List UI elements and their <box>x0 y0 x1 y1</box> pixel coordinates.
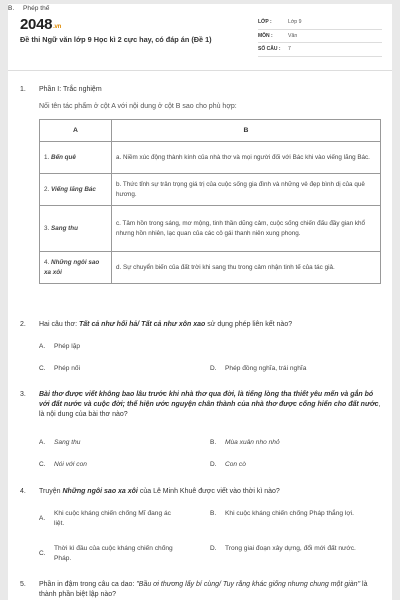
question-text: Phần I: Trắc nghiệm <box>39 86 102 93</box>
column-header: A <box>40 120 112 142</box>
option-a[interactable] <box>39 342 184 352</box>
option-c[interactable] <box>39 460 184 470</box>
cell-a <box>40 206 112 252</box>
cell-a <box>40 142 112 174</box>
question-text-post: sử dụng phép liên kết nào? <box>205 321 293 328</box>
question-quote: Những ngôi sao xa xôi <box>62 488 138 495</box>
row-number: 2. <box>44 185 50 193</box>
option-letter: A. <box>39 514 46 522</box>
question-text-pre: Phần in đậm trong câu ca dao: <box>39 581 137 588</box>
question-text <box>39 320 381 330</box>
question-4 <box>20 487 385 499</box>
question-text-post: của Lê Minh Khuê được viết vào thời kì nào? <box>137 488 280 495</box>
cell-b: b. Thức tỉnh sự trân trọng giá trị của cuộc sống gia đình và những vẻ đẹp bình dị của quê hương. <box>112 174 381 206</box>
cell-b: d. Sự chuyển biến của đất trời khi sang thu trong cảm nhận tinh tế của tác giả. <box>112 252 381 284</box>
option-letter: C. <box>39 365 46 372</box>
work-title: Sang thu <box>51 224 78 232</box>
row-number: 4. <box>44 259 50 267</box>
question-number: 3. <box>20 391 26 398</box>
column-header: B <box>112 120 381 142</box>
meta-value: Văn <box>288 32 298 39</box>
option-text: Phép thế <box>23 5 50 12</box>
meta-key: LỚP : <box>258 19 272 26</box>
table-row <box>40 252 381 284</box>
table-header-row <box>40 120 381 142</box>
option-text: Mùa xuân nho nhỏ <box>225 439 280 446</box>
meta-key: MÔN : <box>258 32 273 39</box>
cell-b: c. Tâm hồn trong sáng, mơ mộng, tinh thần dũng cảm, cuộc sống chiến đấu đầy gian khổ nhưng hồn nhiên, lạc quan của các cô gái thanh niên xung phong. <box>112 206 381 252</box>
option-text: Phép đồng nghĩa, trái nghĩa <box>225 365 307 372</box>
option-b[interactable] <box>8 4 153 14</box>
instruction-text: Nối tên tác phẩm ở cột A với nội dung ở cột B sao cho phù hợp: <box>39 103 237 110</box>
meta-value: Lớp 9 <box>288 19 302 26</box>
document-header <box>8 4 392 68</box>
cell-a <box>40 174 112 206</box>
question-quote: Tất cả như hối hả/ Tất cả như xôn xao <box>79 321 206 328</box>
question-number: 2. <box>20 321 26 328</box>
logo-suffix: .vn <box>53 24 61 30</box>
option-letter: B. <box>8 5 15 12</box>
logo-text: 2048 <box>20 16 53 33</box>
option-b[interactable] <box>210 438 355 448</box>
option-letter: D. <box>210 461 217 468</box>
question-text-pre: Hai câu thơ: <box>39 321 79 328</box>
option-b[interactable] <box>210 509 360 519</box>
question-text <box>39 390 381 420</box>
question-quote: Bài thơ được viết không bao lâu trước khi nhà thơ qua đời, là tiếng lòng tha thiết yêu mến và gắn bó với đất nước và cuộc đời; thể hiện ước nguyện chân thành của nhà thơ được cống hiến cho đất nước <box>39 391 379 409</box>
question-text-post: , là nội dung của bài thơ nào? <box>39 401 381 419</box>
option-c[interactable] <box>39 544 179 563</box>
meta-value: 7 <box>288 46 291 53</box>
work-title: Bến quê <box>51 153 76 161</box>
question-text <box>39 580 381 600</box>
option-d[interactable] <box>210 364 355 374</box>
option-text: Sang thu <box>54 439 81 446</box>
question-quote: "Bầu ơi thương lấy bí cùng/ Tuy rằng khác giống nhưng chung một giàn" <box>136 581 361 588</box>
page-title: Đề thi Ngữ văn lớp 9 Học kì 2 cực hay, có đáp án (Đề 1) <box>20 35 212 44</box>
option-text: Khi cuộc kháng chiến chống Pháp thắng lợi. <box>225 510 354 517</box>
question-text-pre: Truyện <box>39 488 63 495</box>
site-logo[interactable] <box>20 16 61 33</box>
row-number: 1. <box>44 153 50 161</box>
table-row <box>40 206 381 252</box>
option-text: Nói với con <box>54 461 87 468</box>
option-d[interactable] <box>210 460 355 470</box>
question-1 <box>20 85 380 97</box>
question-5 <box>20 580 385 600</box>
option-letter: B. <box>210 510 217 518</box>
header-divider <box>8 70 392 71</box>
option-text: Thời kì đầu của cuộc kháng chiến chống Pháp. <box>54 545 173 562</box>
question-text-post: là thành phần biệt lập nào? <box>39 581 368 599</box>
option-letter: A. <box>39 439 46 446</box>
meta-row-count <box>258 43 382 57</box>
option-text: Phép nối <box>54 365 81 372</box>
question-number: 4. <box>20 488 26 495</box>
work-title: Những ngôi sao xa xôi <box>44 259 100 276</box>
cell-b: a. Niềm xúc động thành kính của nhà thơ và mọi người đối với Bác khi vào viếng lăng Bác. <box>112 142 381 174</box>
row-number: 3. <box>44 224 50 232</box>
option-a[interactable] <box>39 438 184 448</box>
meta-row-class <box>258 16 382 30</box>
option-letter: A. <box>39 343 46 350</box>
question-number: 5. <box>20 581 26 588</box>
question-text <box>39 487 381 497</box>
work-title: Viếng lăng Bác <box>51 185 96 193</box>
option-letter: B. <box>210 439 217 446</box>
option-c[interactable] <box>39 364 184 374</box>
meta-row-subject <box>258 30 382 44</box>
meta-key: SỐ CÂU : <box>258 46 281 53</box>
option-text: Con cò <box>225 461 246 468</box>
option-text: Phép lặp <box>54 343 81 350</box>
matching-table <box>39 119 381 284</box>
document-page <box>8 4 392 600</box>
question-number: 1. <box>20 86 26 93</box>
option-letter: C. <box>39 461 46 468</box>
option-text: Trong giai đoạn xây dựng, đổi mới đất nước. <box>225 545 356 552</box>
option-letter: C. <box>39 549 46 557</box>
option-letter: D. <box>210 365 217 372</box>
table-row <box>40 174 381 206</box>
question-2 <box>20 320 385 332</box>
option-letter: D. <box>210 545 217 553</box>
meta-panel <box>258 16 382 57</box>
table-row <box>40 142 381 174</box>
option-a[interactable] <box>39 509 179 528</box>
option-text: Khi cuộc kháng chiến chống Mĩ đang ác liệt. <box>54 510 171 527</box>
cell-a <box>40 252 112 284</box>
question-3 <box>20 390 385 430</box>
option-d[interactable] <box>210 544 360 554</box>
